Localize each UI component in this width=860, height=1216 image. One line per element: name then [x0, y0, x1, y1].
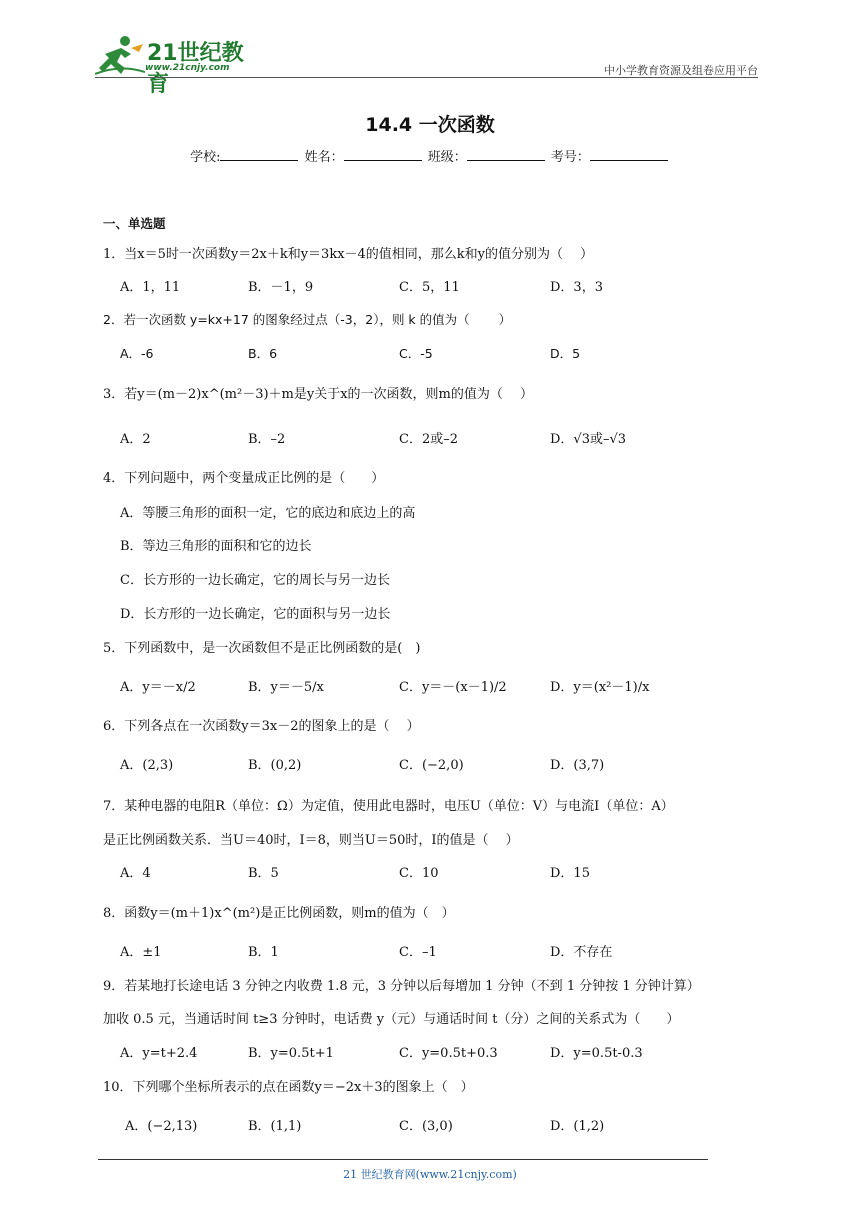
question-3-options: [120, 428, 740, 448]
option-d: D．5: [550, 346, 581, 361]
question-8-options: [120, 941, 740, 961]
option-b: B．5: [248, 866, 279, 881]
question-4-option-d: D．长方形的一边长确定，它的面积与另一边长: [120, 607, 391, 622]
option-d: D．(1,2): [550, 1119, 605, 1134]
name-label: 姓名：: [304, 150, 344, 165]
question-4-option-b: B．等边三角形的面积和它的边长: [120, 539, 312, 554]
question-10-stem: 10．下列哪个坐标所表示的点在函数y＝−2x＋3的图象上（ ）: [103, 1080, 474, 1095]
option-c: C．(3,0): [399, 1119, 453, 1134]
option-c: C．–1: [399, 945, 437, 960]
option-a: A．4: [120, 866, 151, 881]
section-heading: 一、单选题: [103, 216, 166, 231]
question-3-stem: 3．若y＝(m－2)x^(m²－3)＋m是y关于x的一次函数，则m的值为（ ）: [103, 387, 533, 402]
option-d: D．(3,7): [550, 758, 605, 773]
option-a: A．(2,3): [120, 758, 174, 773]
name-blank: [344, 148, 422, 161]
question-6-stem: 6．下列各点在一次函数y＝3x－2的图象上的是（ ）: [103, 719, 420, 734]
question-9-stem-continued: 加收 0.5 元，当通话时间 t≥3 分钟时，电话费 y（元）与通话时间 t（分）之间的关系式为（ ）: [103, 1012, 680, 1027]
question-2-stem: 2．若一次函数 y=kx+17 的图象经过点（-3，2），则 k 的值为（ ）: [103, 312, 512, 327]
header-divider: [95, 77, 758, 78]
exam-number-label: 考号：: [550, 150, 590, 165]
question-5-stem: 5．下列函数中，是一次函数但不是正比例函数的是( ): [103, 641, 421, 656]
option-c: C．-5: [399, 346, 433, 361]
option-b: B．y=0.5t+1: [248, 1046, 334, 1061]
option-b: B．(1,1): [248, 1119, 302, 1134]
option-c: C．y=0.5t+0.3: [399, 1046, 498, 1061]
option-a: A．y=t+2.4: [120, 1046, 198, 1061]
option-b: B．y＝－5/x: [248, 680, 324, 695]
option-d: D．15: [550, 866, 590, 881]
option-c: C．10: [399, 866, 439, 881]
option-b: B．6: [248, 346, 278, 361]
option-d: D．y＝(x²－1)/x: [550, 680, 650, 695]
school-label: 学校:: [190, 150, 221, 165]
question-7-options: [120, 862, 740, 882]
school-blank: [220, 148, 298, 161]
class-label: 班级：: [427, 150, 467, 165]
option-b: B．(0,2): [248, 758, 302, 773]
platform-name: 中小学教育资源及组卷应用平台: [604, 64, 758, 77]
question-4-option-c: C．长方形的一边长确定，它的周长与另一边长: [120, 573, 390, 588]
footer-text: 21 世纪教育网(www.21cnjy.com): [343, 1168, 517, 1181]
question-7-stem: 7．某种电器的电阻R（单位：Ω）为定值，使用此电器时，电压U（单位：V）与电流I（单位：A）: [103, 799, 674, 814]
question-9-options: [120, 1042, 740, 1062]
option-c: C．y＝－(x－1)/2: [399, 680, 507, 695]
option-a: A．-6: [120, 346, 154, 361]
question-1-options: [120, 276, 740, 296]
option-a: A．1，11: [120, 280, 181, 295]
option-d: D．不存在: [550, 945, 613, 960]
option-d: D．3，3: [550, 280, 603, 295]
option-c: C．2或–2: [399, 432, 458, 447]
question-10-options: [125, 1115, 745, 1135]
page-title: 14.4 一次函数: [365, 114, 495, 136]
option-c: C．(−2,0): [399, 758, 464, 773]
logo-text: 21世纪教育: [147, 41, 244, 97]
question-6-options: [120, 754, 740, 774]
exam-number-blank: [590, 148, 668, 161]
question-4-option-a: A．等腰三角形的面积一定，它的底边和底边上的高: [120, 506, 416, 521]
option-a: A．±1: [120, 945, 162, 960]
question-7-stem-continued: 是正比例函数关系．当U＝40时，I＝8，则当U＝50时，I的值是（ ）: [103, 833, 519, 848]
option-d: D．√3或–√3: [550, 432, 627, 447]
logo: [95, 34, 265, 97]
question-5-options: [120, 676, 740, 696]
question-4-stem: 4．下列问题中，两个变量成正比例的是（ ）: [103, 471, 385, 486]
option-d: D．y=0.5t-0.3: [550, 1046, 643, 1061]
option-b: B．1: [248, 945, 279, 960]
question-1-stem: 1．当x＝5时一次函数y＝2x＋k和y＝3kx－4的值相同，那么k和y的值分别为（ ）: [103, 247, 594, 262]
footer-divider: [98, 1159, 708, 1160]
runner-logo-icon: [95, 34, 145, 78]
option-b: B．－1，9: [248, 280, 314, 295]
option-b: B．–2: [248, 432, 286, 447]
option-c: C．5，11: [399, 280, 460, 295]
class-blank: [467, 148, 545, 161]
option-a: A．(−2,13): [125, 1119, 198, 1134]
question-8-stem: 8．函数y＝(m＋1)x^(m²)是正比例函数，则m的值为（ ）: [103, 906, 455, 921]
student-info-line: [0, 146, 860, 165]
option-a: A．2: [120, 432, 151, 447]
question-9-stem: 9．若某地打长途电话 3 分钟之内收费 1.8 元，3 分钟以后每增加 1 分钟（不到 1 分钟按 1 分钟计算）: [103, 979, 700, 994]
page-header: [95, 34, 758, 97]
question-2-options: [120, 344, 740, 364]
logo-url: www.21cnjy.com: [145, 63, 230, 73]
option-a: A．y＝－x/2: [120, 680, 196, 695]
